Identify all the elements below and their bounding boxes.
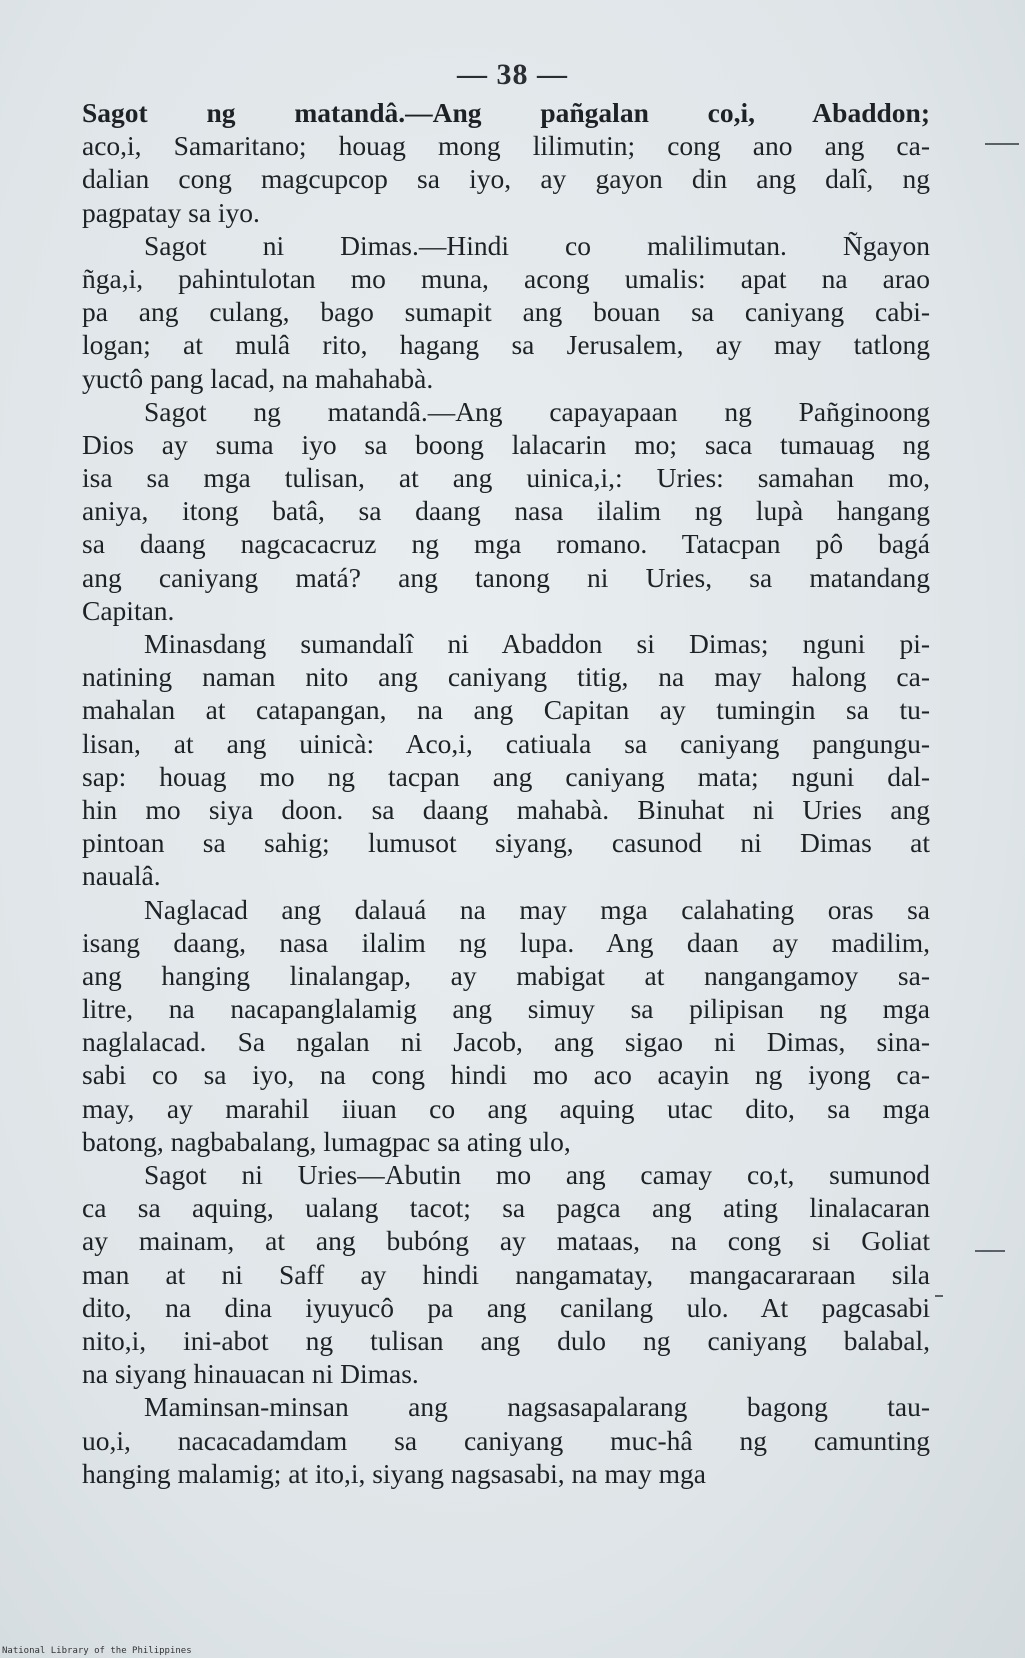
page-number-header: — 38 — <box>457 58 568 91</box>
text-line: uo,i, nacacadamdam sa caniyang muc-hâ ng camunting <box>82 1424 930 1456</box>
text-line: nito,i, ini-abot ng tulisan ang dulo ng caniyang balabal, <box>82 1324 930 1356</box>
text-line: pa ang culang, bago sumapit ang bouan sa caniyang cabi- <box>82 296 930 328</box>
text-line: hin mo siya doon. sa daang mahabà. Binuhat ni Uries ang <box>82 793 930 825</box>
text-line: ay mainam, at ang bubóng ay mataas, na cong si Goliat <box>82 1225 930 1257</box>
text-line: lisan, at ang uinicà: Aco,i, catiuala sa caniyang pangungu- <box>82 727 930 759</box>
text-line: Sagot ng matandâ.—Ang capayapaan ng Pañginoong <box>144 395 930 427</box>
text-line: mahalan at catapangan, na ang Capitan ay tumingin sa tu- <box>82 694 930 726</box>
text-line: hanging malamig; at ito,i, siyang nagsasabi, na may mga <box>82 1457 706 1489</box>
library-watermark: National Library of the Philippines <box>2 1646 192 1656</box>
text-line: natining naman nito ang caniyang titig, na may halong ca- <box>82 661 930 693</box>
text-line: sap: houag mo ng tacpan ang caniyang mata; nguni dal- <box>82 760 930 792</box>
text-line: ang caniyang matá? ang tanong ni Uries, sa matandang <box>82 561 930 593</box>
text-line: Sagot ni Dimas.—Hindi co malilimutan. Ñgayon <box>144 229 930 261</box>
text-line: Naglacad ang dalauá na may mga calahating oras sa <box>144 893 930 925</box>
text-line: Dios ay suma iyo sa boong lalacarin mo; saca tumauag ng <box>82 428 930 460</box>
text-line: Minasdang sumandalî ni Abaddon si Dimas; nguni pi- <box>144 628 930 659</box>
edge-mark-right <box>985 143 1019 145</box>
text-line: Sagot ng matandâ.—Ang pañgalan co,i, Abaddon; <box>82 97 930 128</box>
text-line: ñga,i, pahintulotan mo muna, acong umalis: apat na arao <box>82 262 930 294</box>
text-line: dito, na dina iyuyucô pa ang canilang ulo. At pagcasabi <box>82 1291 930 1323</box>
text-line: isa sa mga tulisan, at ang uinica,i,: Uries: samahan mo, <box>82 462 930 494</box>
text-line: Maminsan-minsan ang nagsasapalarang bagong tau- <box>144 1391 930 1423</box>
text-line: aniya, itong batâ, sa daang nasa ilalim ng lupà hangang <box>82 495 930 527</box>
text-line: pintoan sa sahig; lumusot siyang, casunod ni Dimas at <box>82 827 930 859</box>
text-line: may, ay marahil iiuan co ang aquing utac dito, sa mga <box>82 1092 930 1124</box>
text-line: dalian cong magcupcop sa iyo, ay gayon din ang dalî, ng <box>82 163 930 195</box>
text-line: man at ni Saff ay hindi nangamatay, mangacararaan sila <box>82 1258 930 1290</box>
text-line: isang daang, nasa ilalim ng lupa. Ang daan ay madilim, <box>82 926 930 958</box>
text-line: logan; at mulâ rito, hagang sa Jerusalem, ay may tatlong <box>82 329 930 361</box>
edge-mark-right <box>975 1250 1005 1252</box>
text-line: naglalacad. Sa ngalan ni Jacob, ang sigao ni Dimas, sina- <box>82 1026 930 1058</box>
text-line: sa daang nagcacacruz ng mga romano. Tatacpan pô bagá <box>82 528 930 560</box>
text-line: aco,i, Samaritano; houag mong lilimutin; cong ano ang ca- <box>82 130 930 162</box>
edge-mark-right <box>935 1295 943 1297</box>
text-line: batong, nagbabalang, lumagpac sa ating ulo, <box>82 1125 571 1157</box>
body-text <box>82 96 930 1490</box>
text-line: pagpatay sa iyo. <box>82 196 260 228</box>
text-line: yuctô pang lacad, na mahahabà. <box>82 362 434 394</box>
text-line: ca sa aquing, ualang tacot; sa pagca ang ating linalacaran <box>82 1192 930 1224</box>
text-line: litre, na nacapanglalamig ang simuy sa pilipisan ng mga <box>82 993 930 1025</box>
text-line: Sagot ni Uries—Abutin mo ang camay co,t, sumunod <box>144 1159 930 1190</box>
text-line: na siyang hinauacan ni Dimas. <box>82 1358 419 1390</box>
text-line: ang hanging linalangap, ay mabigat at nangangamoy sa- <box>82 959 930 991</box>
text-line: Capitan. <box>82 594 175 626</box>
text-line: sabi co sa iyo, na cong hindi mo aco acayin ng iyong ca- <box>82 1059 930 1091</box>
text-line: naualâ. <box>82 860 161 892</box>
